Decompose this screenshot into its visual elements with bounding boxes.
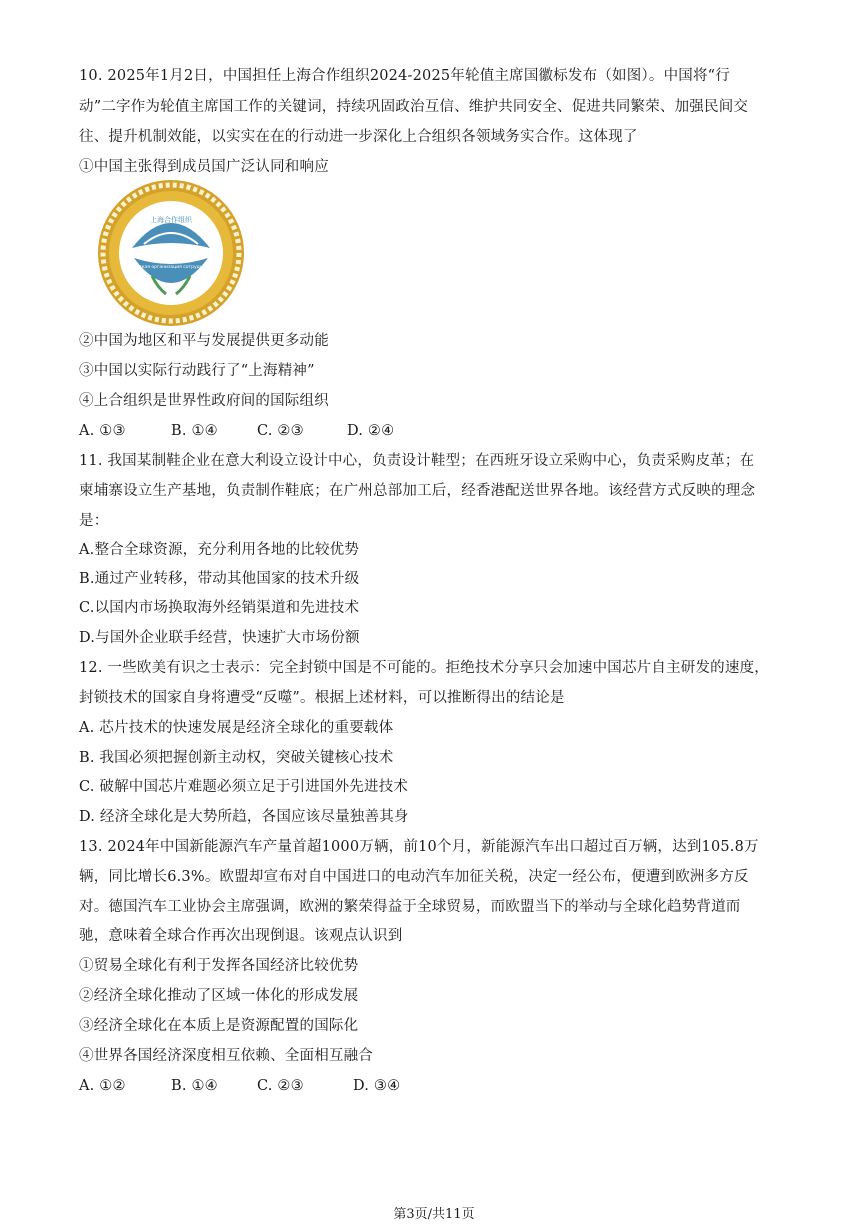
question-12-choice-c: C. 破解中国芯片难题必须立足于引进国外先进技术 bbox=[79, 779, 409, 795]
emblem-top-text: 上海合作组织 bbox=[150, 216, 192, 224]
question-13-option-a: A. ①② bbox=[79, 1078, 126, 1094]
question-10-item-3: ③中国以实际行动践行了“上海精神” bbox=[79, 363, 315, 379]
question-10-option-d: D. ②④ bbox=[347, 423, 395, 439]
question-11-choice-a: A.整合全球资源，充分利用各地的比较优势 bbox=[79, 542, 360, 558]
question-11-stem-line-2: 柬埔寨设立生产基地，负责制作鞋底；在广州总部加工后，经香港配送世界各地。该经营方式反映的理念 bbox=[79, 483, 756, 499]
sco-chairmanship-emblem bbox=[96, 178, 246, 328]
question-11-stem-line-1: 11. 我国某制鞋企业在意大利设立设计中心，负责设计鞋型；在西班牙设立采购中心，负责采购皮革；在 bbox=[79, 453, 755, 469]
question-10-item-2: ②中国为地区和平与发展提供更多动能 bbox=[79, 333, 329, 349]
sco-emblem-icon bbox=[96, 178, 246, 328]
question-13-option-b: B. ①④ bbox=[171, 1078, 218, 1094]
question-12-stem-line-2: 封锁技术的国家自身将遭受“反噬”。根据上述材料，可以推断得出的结论是 bbox=[79, 690, 565, 706]
question-13-option-d: D. ③④ bbox=[353, 1078, 401, 1094]
question-11-choice-b: B.通过产业转移，带动其他国家的技术升级 bbox=[79, 571, 360, 587]
question-10-option-b: B. ①④ bbox=[171, 423, 218, 439]
question-11-choice-d: D.与国外企业联手经营，快速扩大市场份额 bbox=[79, 630, 360, 646]
question-13-options bbox=[79, 1076, 400, 1096]
question-10-options bbox=[79, 421, 394, 441]
question-10-option-a: A. ①③ bbox=[79, 423, 126, 439]
question-13-item-2: ②经济全球化推动了区域一体化的形成发展 bbox=[79, 988, 359, 1004]
question-11-choice-c: C.以国内市场换取海外经销渠道和先进技术 bbox=[79, 600, 360, 616]
question-12-choice-a: A. 芯片技术的快速发展是经济全球化的重要载体 bbox=[79, 720, 394, 736]
question-13-stem-line-3: 对。德国汽车工业协会主席强调，欧洲的繁荣得益于全球贸易，而欧盟当下的举动与全球化趋势背道而 bbox=[79, 899, 741, 915]
question-13-stem-line-1: 13. 2024年中国新能源汽车产量首超1000万辆，前10个月，新能源汽车出口超过百万辆，达到105.8万 bbox=[79, 839, 759, 855]
question-10-item-4: ④上合组织是世界性政府间的国际组织 bbox=[79, 393, 329, 409]
question-13-stem-line-4: 驰，意味着全球合作再次出现倒退。该观点认识到 bbox=[79, 928, 403, 944]
question-10-item-1: ①中国主张得到成员国广泛认同和响应 bbox=[79, 159, 329, 175]
question-13-item-3: ③经济全球化在本质上是资源配置的国际化 bbox=[79, 1018, 359, 1034]
emblem-bottom-text: Шанхайская организация сотрудничества bbox=[120, 265, 222, 270]
question-13-item-4: ④世界各国经济深度相互依赖、全面相互融合 bbox=[79, 1048, 373, 1064]
question-10-stem-line-2: 动”二字作为轮值主席国工作的关键词，持续巩固政治互信、维护共同安全、促进共同繁荣、加强民间交 bbox=[79, 99, 749, 115]
question-13-option-c: C. ②③ bbox=[257, 1078, 304, 1094]
question-12-choice-d: D. 经济全球化是大势所趋，各国应该尽量独善其身 bbox=[79, 809, 409, 825]
question-10-stem-line-3: 往、提升机制效能，以实实在在的行动进一步深化上合组织各领域务实合作。这体现了 bbox=[79, 129, 638, 145]
question-11-stem-line-3: 是： bbox=[79, 513, 109, 529]
question-12-choice-b: B. 我国必须把握创新主动权，突破关键核心技术 bbox=[79, 750, 394, 766]
page-number: 第3页/共11页 bbox=[393, 1207, 475, 1222]
question-13-stem-line-2: 辆，同比增长6.3%。欧盟却宣布对自中国进口的电动汽车加征关税，决定一经公布，便遭到欧洲多方反 bbox=[79, 869, 749, 885]
question-12-stem-line-1: 12. 一些欧美有识之士表示：完全封锁中国是不可能的。拒绝技术分享只会加速中国芯片自主研发的速度， bbox=[79, 660, 769, 676]
question-10-option-c: C. ②③ bbox=[257, 423, 304, 439]
question-10-stem-line-1: 10. 2025年1月2日，中国担任上海合作组织2024-2025年轮值主席国徽标发布（如图）。中国将“行 bbox=[79, 68, 730, 84]
question-13-item-1: ①贸易全球化有利于发挥各国经济比较优势 bbox=[79, 958, 359, 974]
